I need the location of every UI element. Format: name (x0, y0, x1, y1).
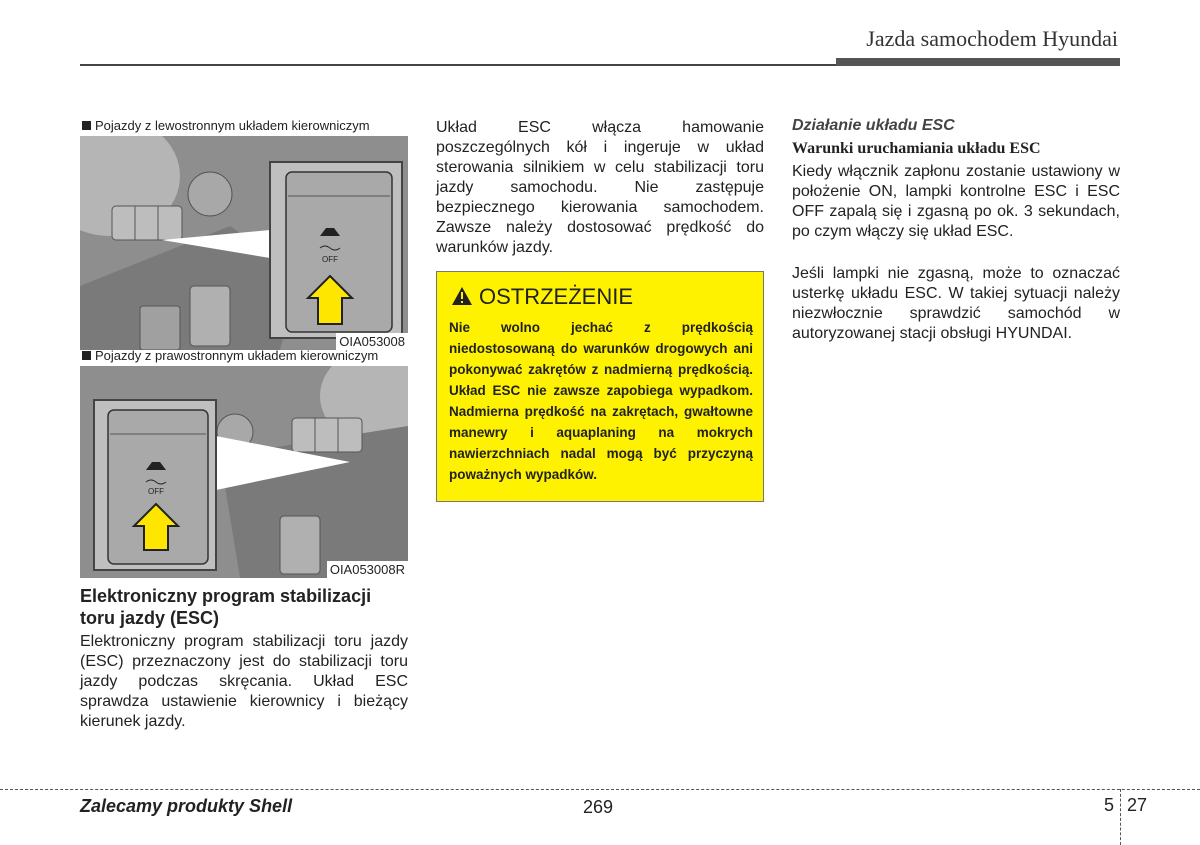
middle-paragraph: Układ ESC włącza hamowanie poszczególnych kół i ingeruje w układ sterowania silnikiem w celu stabilizacji toru jazdy samochodu. Nie zastępuje bezpiecznego kierowania samochodem. Zawsze należy dostosować prędkość do warunków jazdy. (436, 119, 764, 256)
header-bar (836, 58, 1120, 66)
running-header: Jazda samochodem Hyundai (866, 26, 1118, 51)
footer-chapter-number: 5 (1104, 795, 1115, 815)
footer-divider (0, 789, 1200, 790)
figure-2-image (80, 366, 408, 578)
subsubheading: Warunki uruchamiania układu ESC (792, 140, 1041, 157)
section-paragraph: Elektroniczny program stabilizacji toru jazdy (ESC) przeznaczony jest do stabilizacji toru jazdy podczas skręcania. Układ ESC sprawdza ustawienie kierownicy i bieżący kierunek jazdy. (80, 633, 408, 730)
warning-text: Nie wolno jechać z prędkością niedostosowaną do warunków drogowych ani pokonywać zakrętów z nadmierną prędkością. Układ ESC nie zawsze zapobiega wypadkom. Nadmierna prędkość na zakrętach, gwałtowne manewry i aquaplaning na mokrych nawierzchniach nadal mogą być przyczyną poważnych wypadków. (449, 320, 753, 482)
bullet-square-icon (82, 351, 91, 360)
subheading: Działanie układu ESC (792, 117, 955, 134)
footer-chapter-page: 27 (1127, 795, 1148, 815)
warning-triangle-icon (451, 286, 473, 312)
header-rule (80, 64, 836, 66)
warning-title (451, 284, 633, 312)
footer-slogan: Zalecamy produkty Shell (80, 796, 293, 816)
warning-title-text: OSTRZEŻENIE (479, 284, 634, 309)
warning-box (436, 271, 764, 502)
right-paragraph-1: Kiedy włącznik zapłonu zostanie ustawiony w położenie ON, lampki kontrolne ESC i ESC OFF zapalą się i zgasną po ok. 3 sekundach, po czym włączy się układ ESC. (792, 163, 1120, 240)
figure-1-caption-text: Pojazdy z lewostronnym układem kierowniczym (95, 118, 370, 133)
bullet-square-icon (82, 121, 91, 130)
svg-text:OFF: OFF (148, 487, 164, 496)
right-paragraph-2: Jeśli lampki nie zgasną, może to oznaczać usterkę układu ESC. W takiej sytuacji należy niezwłocznie sprawdzić samochód w autoryzowanej stacji obsługi HYUNDAI. (792, 265, 1120, 342)
figure-1-image (80, 136, 408, 350)
svg-text:OFF: OFF (322, 255, 338, 264)
figure-2-code: OIA053008R (327, 561, 408, 578)
section-heading: Elektroniczny program stabilizacji toru jazdy (ESC) (80, 586, 372, 628)
figure-1-code: OIA053008 (336, 333, 408, 350)
footer-vertical-divider (1120, 789, 1121, 845)
figure-2-caption-text: Pojazdy z prawostronnym układem kierowniczym (95, 348, 379, 363)
figure-1-caption (80, 118, 408, 136)
figure-2-caption (80, 348, 408, 366)
footer-page-number: 269 (583, 797, 614, 817)
